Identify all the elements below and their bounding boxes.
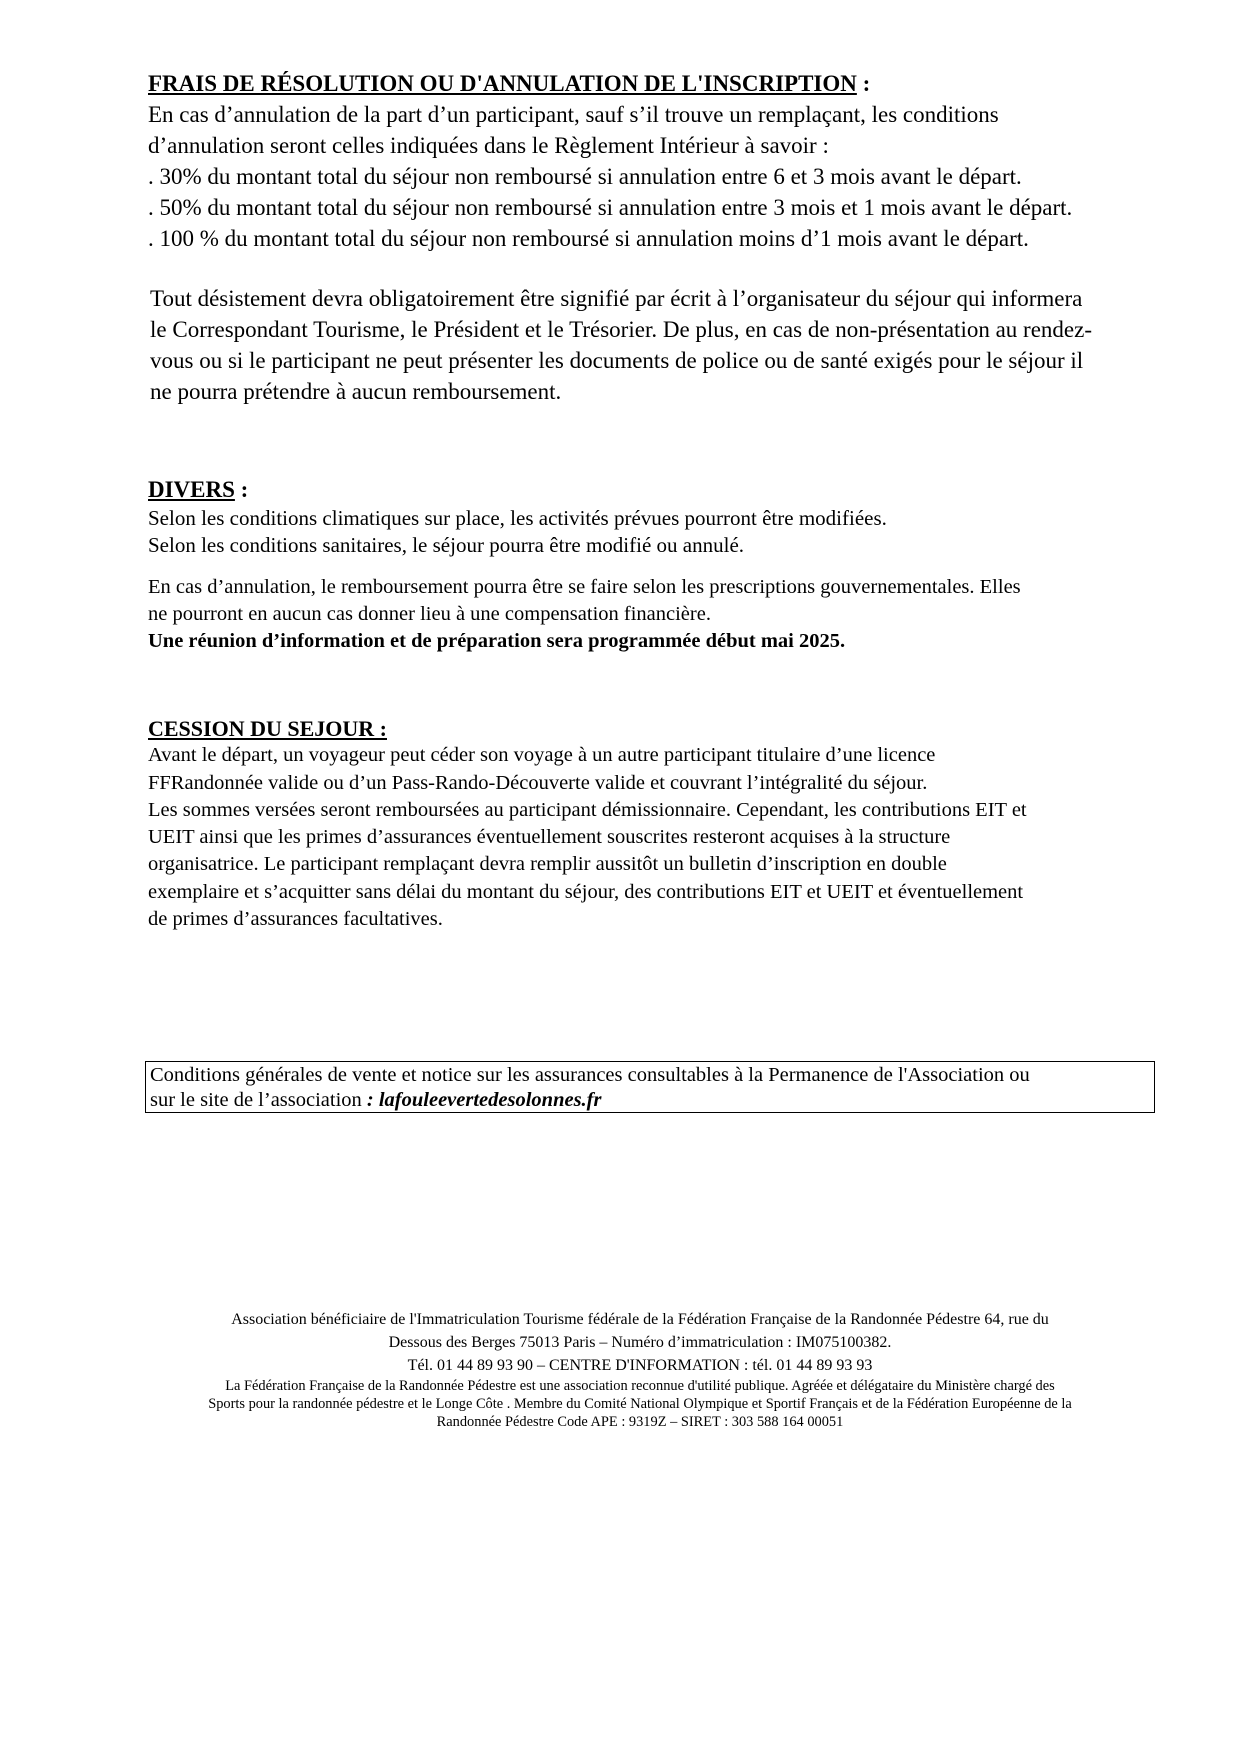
footer-line: Dessous des Berges 75013 Paris – Numéro d’immatriculation : IM075100382. <box>388 1334 892 1351</box>
paragraph-refund <box>148 574 1188 655</box>
list-item: . 50% du montant total du séjour non remboursé si annulation entre 3 mois et 1 mois avant le départ. <box>148 195 1073 220</box>
paragraph-line: Tout désistement devra obligatoirement être signifié par écrit à l’organisateur du séjour qui informera <box>150 286 1083 311</box>
paragraph-line: ne pourra prétendre à aucun remboursement. <box>150 379 562 404</box>
notice-box <box>145 1061 1155 1113</box>
paragraph-line: Selon les conditions climatiques sur place, les activités prévues pourront être modifiées. <box>148 506 887 530</box>
paragraph-line: FFRandonnée valide ou d’un Pass-Rando-Découverte valide et couvrant l’intégralité du séjour. <box>148 771 928 794</box>
paragraph-line: d’annulation seront celles indiquées dans le Règlement Intérieur à savoir : <box>148 133 829 158</box>
section-heading-cancellation: FRAIS DE RÉSOLUTION OU D'ANNULATION DE L'INSCRIPTION : <box>148 71 871 96</box>
section-cession <box>148 715 1188 933</box>
footer-line: Association bénéficiaire de l'Immatriculation Tourisme fédérale de la Fédération Française de la Randonnée Pédestre 64, rue du <box>231 1311 1049 1328</box>
paragraph-line: En cas d’annulation, le remboursement pourra être se faire selon les prescriptions gouvernementales. Elles <box>148 576 1021 598</box>
footer-small-line: La Fédération Française de la Randonnée Pédestre est une association reconnue d'utilité publique. Agréée et délégataire du Ministère chargé des <box>225 1378 1055 1394</box>
association-website-link[interactable]: : lafouleevertedesolonnes.fr <box>366 1089 602 1111</box>
paragraph-line: de primes d’assurances facultatives. <box>148 908 443 931</box>
notice-line: Conditions générales de vente et notice sur les assurances consultables à la Permanence de l'Association ou <box>150 1064 1030 1086</box>
paragraph-line: vous ou si le participant ne peut présenter les documents de police ou de santé exigés pour le séjour il <box>150 348 1084 373</box>
paragraph-line: ne pourront en aucun cas donner lieu à une compensation financière. <box>148 603 711 625</box>
paragraph-line: le Correspondant Tourisme, le Président et le Trésorier. De plus, en cas de non-présentation au rendez- <box>150 317 1092 342</box>
paragraph-line: UEIT ainsi que les primes d’assurances éventuellement souscrites resteront acquises à la structure <box>148 826 951 849</box>
paragraph-line: Les sommes versées seront remboursées au participant démissionnaire. Cependant, les contributions EIT et <box>148 798 1027 821</box>
list-item: . 30% du montant total du séjour non remboursé si annulation entre 6 et 3 mois avant le départ. <box>148 164 1022 189</box>
footer-small-line: Sports pour la randonnée pédestre et le Longe Côte . Membre du Comité National Olympique et Sportif Français et de la Fédération Européenne de la <box>208 1396 1072 1412</box>
list-item: . 100 % du montant total du séjour non remboursé si annulation moins d’1 mois avant le départ. <box>148 226 1029 251</box>
notice-line: sur le site de l’association : lafouleevertedesolonnes.fr <box>150 1089 602 1111</box>
meeting-announcement: Une réunion d’information et de préparation sera programmée début mai 2025. <box>148 630 846 652</box>
section-heading-divers: DIVERS : <box>148 477 249 502</box>
paragraph-line: Selon les conditions sanitaires, le séjour pourra être modifié ou annulé. <box>148 533 745 557</box>
paragraph-line: exemplaire et s’acquitter sans délai du montant du séjour, des contributions EIT et UEIT et éventuellement <box>148 880 1024 903</box>
section-cancellation <box>148 68 1188 254</box>
paragraph-line: En cas d’annulation de la part d’un participant, sauf s’il trouve un remplaçant, les conditions <box>148 102 999 127</box>
paragraph-line: Avant le départ, un voyageur peut céder son voyage à un autre participant titulaire d’une licence <box>148 744 936 767</box>
footer-line: Tél. 01 44 89 93 90 – CENTRE D'INFORMATION : tél. 01 44 89 93 93 <box>407 1357 873 1374</box>
section-divers <box>148 475 1188 559</box>
paragraph-line: organisatrice. Le participant remplaçant devra remplir aussitôt un bulletin d’inscription en double <box>148 853 947 876</box>
footer-small-line: Randonnée Pédestre Code APE : 9319Z – SIRET : 303 588 164 00051 <box>436 1414 844 1430</box>
footer <box>130 1308 1150 1431</box>
section-heading-cession: CESSION DU SEJOUR : <box>148 716 387 741</box>
paragraph-withdrawal <box>150 283 1190 407</box>
